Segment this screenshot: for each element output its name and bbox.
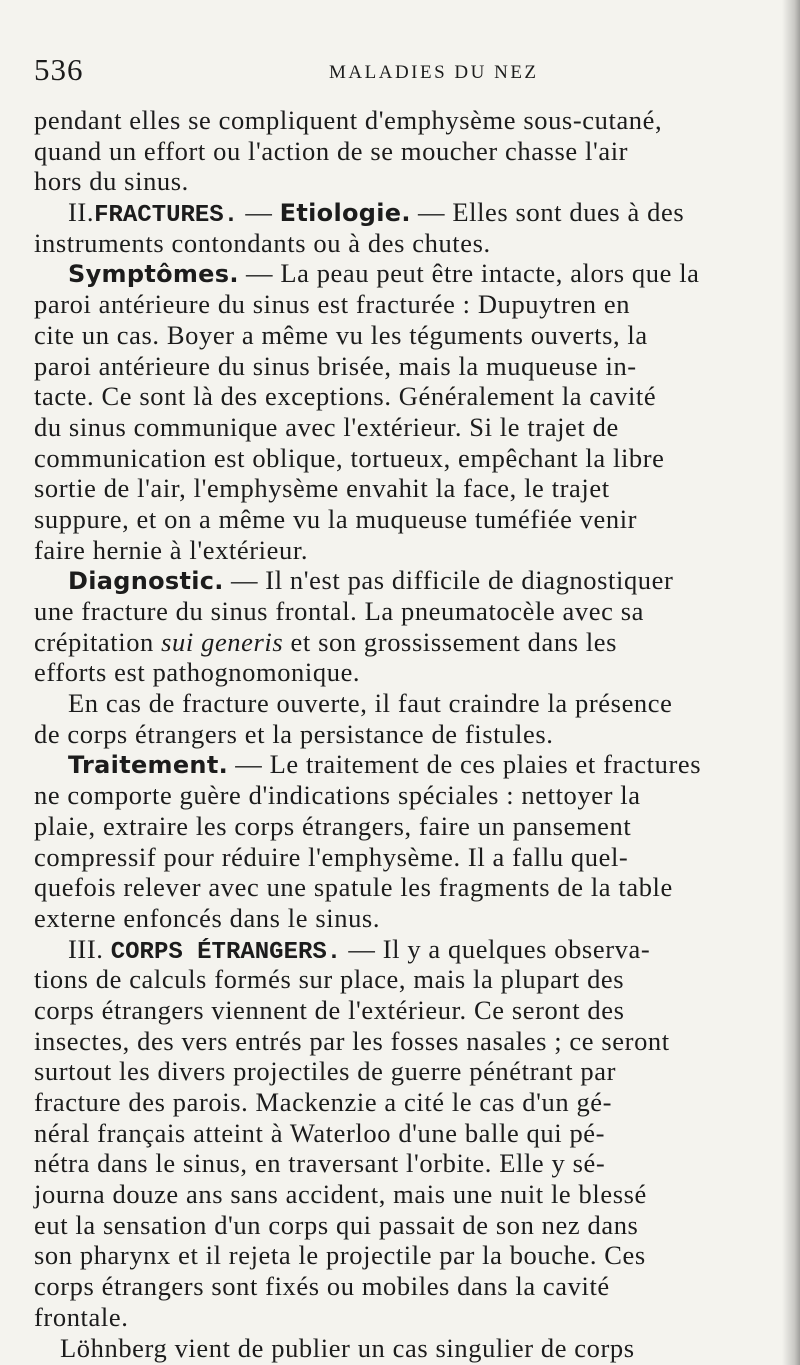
text-line: cite un cas. Boyer a même vu les téguments ouverts, la [34, 319, 648, 350]
text-line: externe enfoncés dans le sinus. [34, 902, 381, 933]
page-header [34, 52, 760, 92]
text-run: Elles sont dues à des [452, 197, 685, 228]
text-line: frontale. [34, 1301, 129, 1332]
text-line: de corps étrangers et la persistance de fistules. [34, 718, 554, 749]
subheading-traitement: Traitement. [68, 751, 229, 780]
text-line: son pharynx et il rejeta le projectile par la bouche. Ces [34, 1240, 646, 1271]
text-run: crépitation [34, 626, 162, 657]
text-line: paroi antérieure du sinus brisée, mais la muqueuse in- [34, 350, 637, 381]
section-heading-fractures [34, 197, 762, 228]
text-run: — Le traitement de ces plaies et fractures [228, 749, 702, 780]
text-line: néral français atteint à Waterloo d'une balle qui pé- [34, 1117, 606, 1148]
text-line [34, 627, 762, 658]
text-line: Löhnberg vient de publier un cas singulier de corps [60, 1332, 635, 1363]
text-line: corps étrangers sont fixés ou mobiles dans la cavité [34, 1271, 610, 1302]
italic-phrase: sui generis [161, 626, 284, 657]
text-line: corps étrangers viennent de l'extérieur. Ce seront des [34, 994, 625, 1025]
section-title: CORPS ÉTRANGERS. [110, 938, 342, 966]
text-line: fracture des parois. Mackenzie a cité le cas d'un gé- [34, 1087, 613, 1117]
text-run: et son grossissement dans les [283, 626, 618, 657]
text-line: surtout les divers projectiles de guerre pénétrant par [34, 1056, 617, 1087]
page-edge-shadow [782, 0, 800, 1365]
text-line: faire hernie à l'extérieur. [34, 534, 309, 565]
text-line: ne comporte guère d'indications spéciales : nettoyer la [34, 780, 641, 811]
subheading-diagnostic: Diagnostic. [68, 567, 224, 596]
text-line: sortie de l'air, l'emphysème envahit la face, le trajet [34, 473, 610, 504]
running-title: MALADIES DU NEZ [329, 62, 539, 83]
section-numeral: II. [68, 197, 95, 228]
text-line: compressif pour réduire l'emphysème. Il a fallu quel- [34, 841, 629, 872]
text-line: instruments contondants ou à des chutes. [34, 227, 491, 258]
subheading-line-traitement [34, 749, 762, 780]
text-run: — Il y a quelques observa- [341, 933, 651, 964]
text-line: quand un effort ou l'action de se moucher chasse l'air [34, 135, 629, 166]
text-line: paroi antérieure du sinus est fracturée : Dupuytren en [34, 289, 631, 320]
text-line: nétra dans le sinus, en traversant l'orbite. Elle y sé- [34, 1148, 606, 1179]
text-line: tacte. Ce sont là des exceptions. Généralement la cavité [34, 381, 657, 412]
text-line: journa douze ans sans accident, mais une nuit le blessé [34, 1179, 647, 1210]
text-line: du sinus communique avec l'extérieur. Si le trajet de [34, 411, 619, 442]
section-title: FRACTURES. [94, 202, 239, 230]
subheading-symptomes: Symptômes. [68, 260, 239, 289]
section-heading-corps-etrangers [34, 934, 762, 965]
text-line: insectes, des vers entrés par les fosses nasales ; ce seront [34, 1025, 670, 1056]
text-line: suppure, et on a même vu la muqueuse tuméfiée venir [34, 503, 638, 534]
text-line: En cas de fracture ouverte, il faut craindre la présence [68, 688, 673, 719]
text-line: communication est oblique, tortueux, empêchant la libre [34, 442, 665, 473]
section-numeral: III. [68, 933, 104, 964]
text-line: plaie, extraire les corps étrangers, faire un pansement [34, 810, 632, 841]
text-run: — Il n'est pas difficile de diagnostiquer [223, 565, 674, 596]
subheading-line-diagnostic [34, 565, 762, 596]
text-line: eut la sensation d'un corps qui passait de son nez dans [34, 1209, 639, 1240]
page-body [34, 105, 762, 1363]
text-line: quefois relever avec une spatule les fragments de la table [34, 872, 673, 903]
text-line: hors du sinus. [34, 166, 189, 197]
text-line: efforts est pathognomonique. [34, 657, 361, 688]
dash: — [410, 197, 453, 228]
text-run: — La peau peut être intacte, alors que la [238, 258, 700, 289]
text-line: une fracture du sinus frontal. La pneumatocèle avec sa [34, 596, 644, 626]
subheading-line-symptomes [34, 258, 762, 289]
text-line: tions de calculs formés sur place, mais la plupart des [34, 964, 625, 995]
page-number: 536 [34, 52, 84, 87]
dash: — [238, 197, 280, 228]
text-line: pendant elles se compliquent d'emphysème sous-cutané, [34, 105, 663, 135]
subheading-etiologie: Etiologie. [279, 199, 411, 228]
